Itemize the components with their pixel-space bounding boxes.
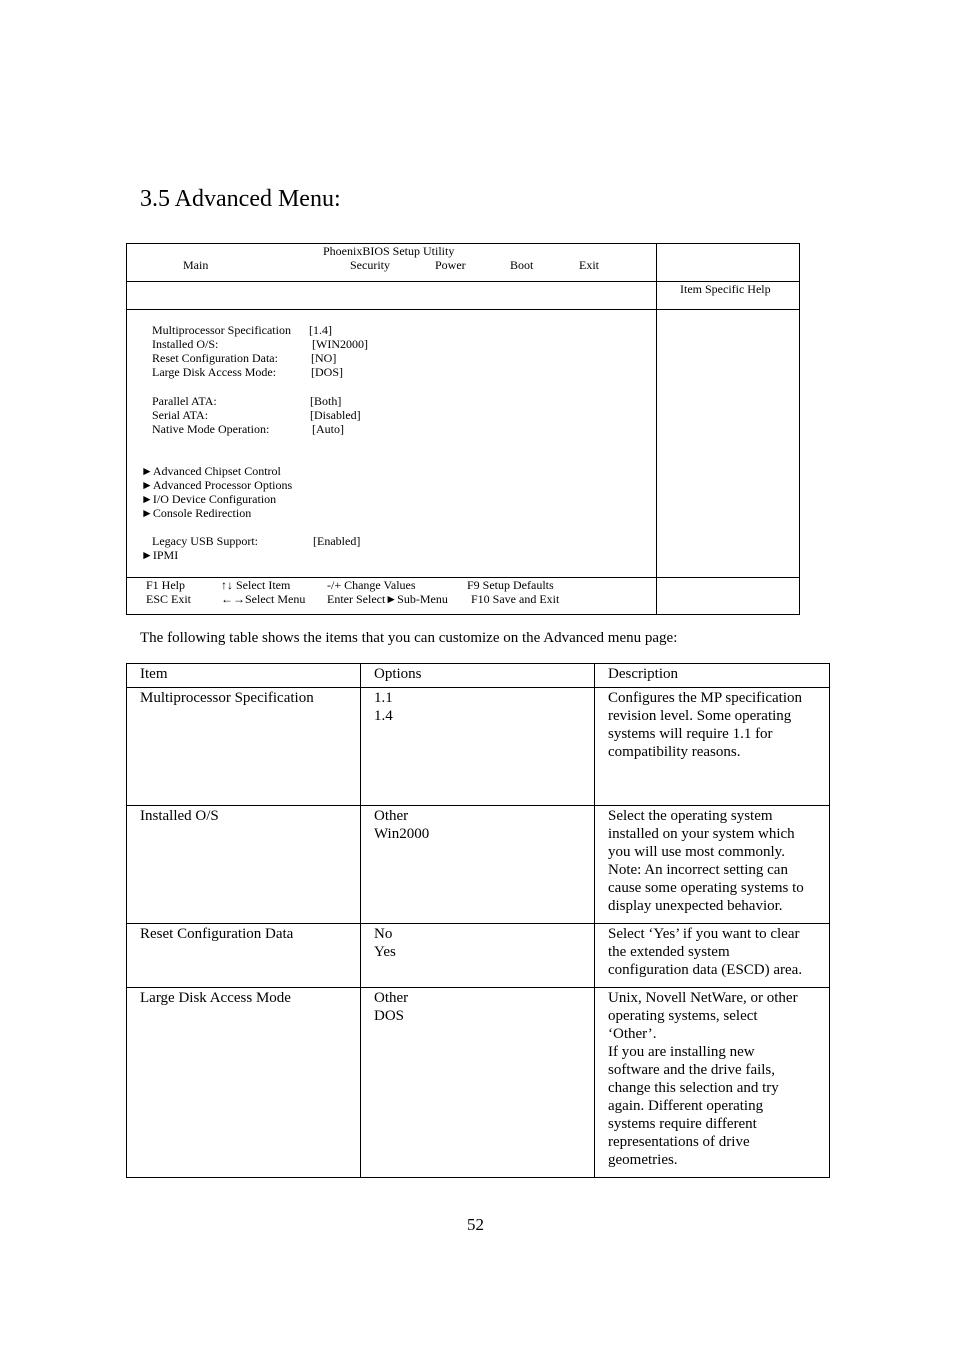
item-text: Installed O/S: [140, 808, 219, 824]
submenu-console-redirection[interactable]: ►Console Redirection: [141, 506, 252, 520]
option-text: 1.4: [374, 708, 393, 724]
setting-label-serial-ata[interactable]: Serial ATA:: [152, 408, 209, 422]
submenu-advanced-processor-options[interactable]: ►Advanced Processor Options: [141, 478, 293, 492]
cell-description: [595, 688, 830, 806]
description-line: Configures the MP specification: [608, 690, 802, 706]
intro-paragraph: The following table shows the items that you can customize on the Advanced menu page:: [140, 630, 678, 646]
submenu-ipmi[interactable]: ►IPMI: [141, 548, 179, 562]
cell-options: [361, 688, 595, 806]
item-text: Reset Configuration Data: [140, 926, 294, 942]
table-header-row: [127, 664, 830, 688]
bios-border-bottom: [126, 614, 800, 615]
bios-border-left: [126, 243, 127, 615]
footer-f1-help: F1 Help: [146, 578, 185, 592]
advanced-items-table: [126, 663, 830, 1178]
setting-label-multiprocessor[interactable]: Multiprocessor Specification: [152, 323, 291, 337]
cell-options: [361, 924, 595, 988]
table-row: [127, 806, 830, 924]
description-line: you will use most commonly.: [608, 844, 785, 860]
description-line: Note: An incorrect setting can: [608, 862, 788, 878]
setting-value-installed-os[interactable]: [WIN2000]: [312, 337, 368, 351]
option-text: 1.1: [374, 690, 393, 706]
footer-select-item: ↑↓ Select Item: [221, 578, 291, 592]
bios-divider-help: [126, 309, 800, 310]
description-line: operating systems, select: [608, 1008, 758, 1024]
description-line: change this selection and try: [608, 1080, 779, 1096]
description-line: If you are installing new: [608, 1044, 755, 1060]
cell-description: [595, 924, 830, 988]
bios-menu-main[interactable]: Main: [183, 258, 209, 272]
description-line: software and the drive fails,: [608, 1062, 776, 1078]
description-line: display unexpected behavior.: [608, 898, 783, 914]
cell-item: [127, 924, 361, 988]
footer-change-values: -/+ Change Values: [327, 578, 416, 592]
bios-menu-exit[interactable]: Exit: [579, 258, 599, 272]
footer-select-menu: ←→Select Menu: [221, 592, 306, 606]
setting-label-reset-config[interactable]: Reset Configuration Data:: [152, 351, 278, 365]
bios-menu-power[interactable]: Power: [435, 258, 466, 272]
description-line: configuration data (ESCD) area.: [608, 962, 803, 978]
setting-value-legacy-usb[interactable]: [Enabled]: [313, 534, 361, 548]
setting-value-large-disk[interactable]: [DOS]: [311, 365, 343, 379]
cell-options: [361, 806, 595, 924]
setting-value-serial-ata[interactable]: [Disabled]: [310, 408, 361, 422]
setting-value-parallel-ata[interactable]: [Both]: [310, 394, 342, 408]
footer-esc-exit: ESC Exit: [146, 592, 192, 606]
description-line: Unix, Novell NetWare, or other: [608, 990, 798, 1006]
bios-menu-boot[interactable]: Boot: [510, 258, 534, 272]
item-specific-help-label: Item Specific Help: [680, 282, 771, 296]
setting-value-native-mode[interactable]: [Auto]: [312, 422, 344, 436]
footer-save-exit: F10 Save and Exit: [471, 592, 560, 606]
option-text: Other: [374, 808, 409, 824]
description-line: Select the operating system: [608, 808, 773, 824]
submenu-io-device-configuration[interactable]: ►I/O Device Configuration: [141, 492, 277, 506]
description-line: installed on your system which: [608, 826, 795, 842]
description-line: cause some operating systems to: [608, 880, 804, 896]
description-line: revision level. Some operating: [608, 708, 792, 724]
bios-setup-screen: [126, 243, 800, 615]
option-text: Win2000: [374, 826, 430, 842]
setting-label-legacy-usb[interactable]: Legacy USB Support:: [152, 534, 258, 548]
description-line: the extended system: [608, 944, 730, 960]
section-title: 3.5 Advanced Menu:: [140, 186, 341, 212]
cell-description: [595, 806, 830, 924]
description-line: ‘Other’.: [608, 1026, 657, 1042]
description-line: again. Different operating: [608, 1098, 764, 1114]
cell-item: [127, 688, 361, 806]
option-text: Yes: [374, 944, 396, 960]
setting-label-parallel-ata[interactable]: Parallel ATA:: [152, 394, 217, 408]
item-text: Large Disk Access Mode: [140, 990, 291, 1006]
setting-label-large-disk[interactable]: Large Disk Access Mode:: [152, 365, 277, 379]
setting-label-installed-os[interactable]: Installed O/S:: [152, 337, 219, 351]
setting-value-reset-config[interactable]: [NO]: [311, 351, 337, 365]
description-line: systems require different: [608, 1116, 757, 1132]
option-text: DOS: [374, 1008, 405, 1024]
cell-item: [127, 988, 361, 1178]
bios-border-top: [126, 243, 800, 244]
description-line: compatibility reasons.: [608, 744, 741, 760]
cell-description: [595, 988, 830, 1178]
header-description: Description: [595, 664, 830, 688]
header-options: Options: [361, 664, 595, 688]
description-line: geometries.: [608, 1152, 678, 1168]
footer-setup-defaults: F9 Setup Defaults: [467, 578, 554, 592]
header-item: Item: [127, 664, 361, 688]
table-row: [127, 988, 830, 1178]
page-number: 52: [467, 1215, 484, 1234]
bios-title: PhoenixBIOS Setup Utility: [323, 244, 455, 258]
item-text: Multiprocessor Specification: [140, 690, 314, 706]
footer-enter-select: Enter Select►Sub-Menu: [327, 592, 448, 606]
description-line: Select ‘Yes’ if you want to clear: [608, 926, 800, 942]
table-row: [127, 688, 830, 806]
bios-border-right: [799, 243, 800, 615]
table-row: [127, 924, 830, 988]
cell-options: [361, 988, 595, 1178]
setting-label-native-mode[interactable]: Native Mode Operation:: [152, 422, 270, 436]
setting-value-multiprocessor[interactable]: [1.4]: [309, 323, 332, 337]
bios-divider-vertical: [656, 243, 657, 615]
cell-item: [127, 806, 361, 924]
description-line: representations of drive: [608, 1134, 750, 1150]
bios-menu-security[interactable]: Security: [350, 258, 390, 272]
submenu-advanced-chipset-control[interactable]: ►Advanced Chipset Control: [141, 464, 281, 478]
option-text: Other: [374, 990, 409, 1006]
option-text: No: [374, 926, 393, 942]
description-line: systems will require 1.1 for: [608, 726, 773, 742]
